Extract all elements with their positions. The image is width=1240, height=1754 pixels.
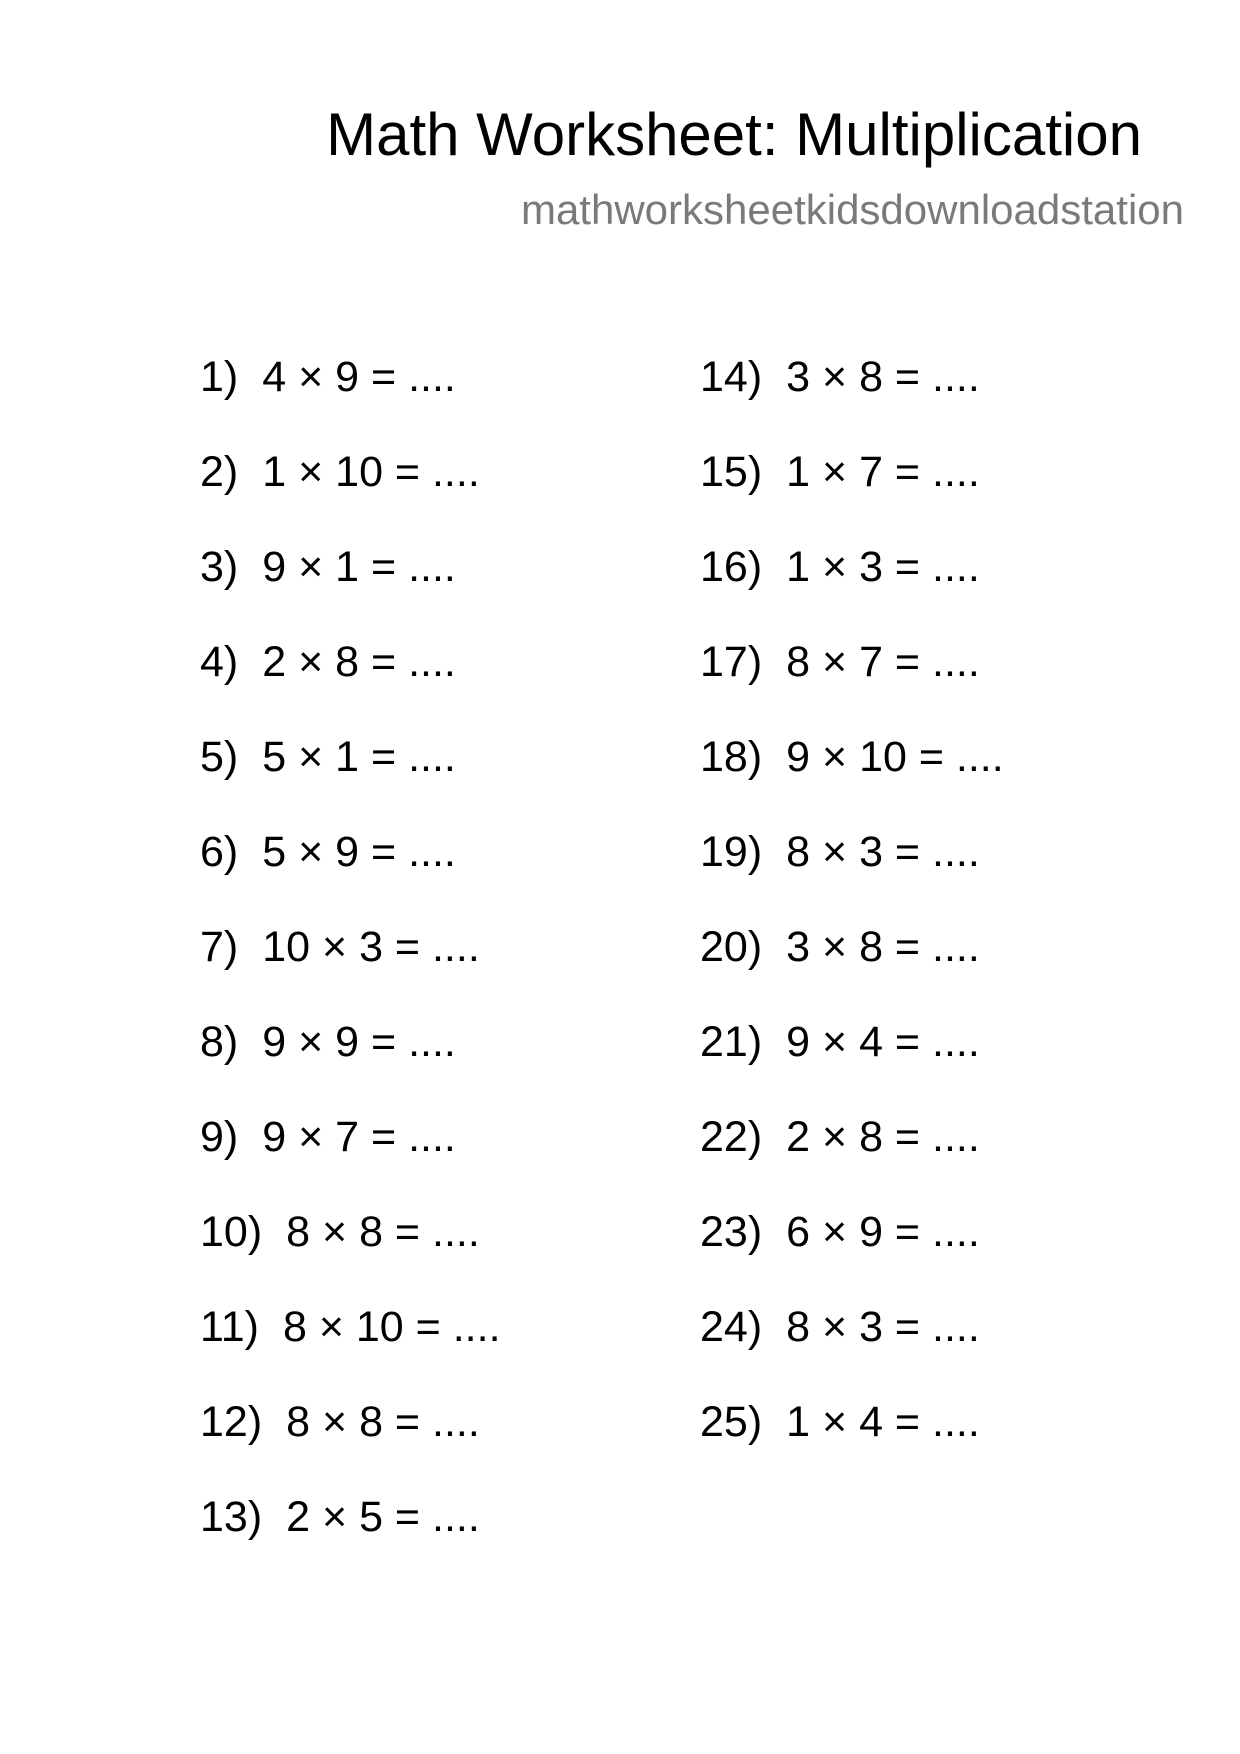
- problem-number: 5): [200, 733, 239, 781]
- problem-number: 23): [700, 1208, 763, 1256]
- problem-number: 14): [700, 353, 763, 401]
- problem-number: 3): [200, 543, 239, 591]
- problem-expression: 1 × 7 = ....: [786, 448, 980, 496]
- problem-number: 21): [700, 1018, 763, 1066]
- problem-number: 16): [700, 543, 763, 591]
- problem-item: [700, 1397, 1004, 1492]
- problem-item: [700, 1112, 1004, 1207]
- problem-item: [700, 447, 1004, 542]
- problem-expression: 8 × 8 = ....: [286, 1208, 480, 1256]
- problem-item: [700, 637, 1004, 732]
- problem-expression: 9 × 9 = ....: [262, 1018, 456, 1066]
- problem-number: 10): [200, 1208, 263, 1256]
- problem-number: 4): [200, 638, 239, 686]
- problem-number: 24): [700, 1303, 763, 1351]
- problem-item: [200, 827, 501, 922]
- problem-item: [200, 352, 501, 447]
- problem-expression: 6 × 9 = ....: [786, 1208, 980, 1256]
- problem-expression: 2 × 8 = ....: [262, 638, 456, 686]
- problem-expression: 1 × 4 = ....: [786, 1398, 980, 1446]
- problem-column-right: [700, 352, 1004, 1492]
- problem-item: [700, 352, 1004, 447]
- problem-expression: 5 × 1 = ....: [262, 733, 456, 781]
- problem-expression: 3 × 8 = ....: [786, 923, 980, 971]
- problem-expression: 1 × 10 = ....: [262, 448, 480, 496]
- problem-number: 11): [200, 1303, 259, 1351]
- problem-expression: 2 × 8 = ....: [786, 1113, 980, 1161]
- problem-expression: 8 × 3 = ....: [786, 1303, 980, 1351]
- problem-number: 8): [200, 1018, 239, 1066]
- problem-item: [200, 1492, 501, 1587]
- problem-column-left: [200, 352, 501, 1587]
- problem-item: [200, 542, 501, 637]
- problem-item: [200, 1017, 501, 1112]
- problem-item: [200, 922, 501, 1017]
- problem-item: [200, 732, 501, 827]
- problem-item: [700, 542, 1004, 637]
- problem-number: 1): [200, 353, 239, 401]
- problem-number: 19): [700, 828, 763, 876]
- problem-number: 15): [700, 448, 763, 496]
- problem-expression: 8 × 8 = ....: [286, 1398, 480, 1446]
- problem-number: 7): [200, 923, 239, 971]
- problem-expression: 2 × 5 = ....: [286, 1493, 480, 1541]
- problem-item: [200, 447, 501, 542]
- problem-item: [200, 1302, 501, 1397]
- problem-item: [200, 1112, 501, 1207]
- site-watermark: mathworksheetkidsdownloadstation: [520, 186, 1184, 233]
- problem-expression: 8 × 3 = ....: [786, 828, 980, 876]
- problem-expression: 8 × 7 = ....: [786, 638, 980, 686]
- problem-expression: 9 × 7 = ....: [262, 1113, 456, 1161]
- problem-expression: 3 × 8 = ....: [786, 353, 980, 401]
- problem-number: 18): [700, 733, 763, 781]
- problem-number: 6): [200, 828, 239, 876]
- problem-expression: 9 × 1 = ....: [262, 543, 456, 591]
- problem-expression: 5 × 9 = ....: [262, 828, 456, 876]
- problem-item: [700, 1302, 1004, 1397]
- problem-item: [700, 827, 1004, 922]
- problem-number: 9): [200, 1113, 239, 1161]
- problem-item: [200, 1207, 501, 1302]
- problem-item: [700, 1207, 1004, 1302]
- problem-expression: 9 × 4 = ....: [786, 1018, 980, 1066]
- problem-expression: 8 × 10 = ....: [282, 1303, 501, 1351]
- problem-number: 17): [700, 638, 763, 686]
- problem-item: [200, 1397, 501, 1492]
- problem-number: 2): [200, 448, 239, 496]
- problem-number: 12): [200, 1398, 263, 1446]
- problem-expression: 10 × 3 = ....: [262, 923, 480, 971]
- problem-item: [700, 922, 1004, 1017]
- problem-item: [700, 1017, 1004, 1112]
- problem-item: [700, 732, 1004, 827]
- problem-expression: 1 × 3 = ....: [786, 543, 980, 591]
- problem-number: 20): [700, 923, 763, 971]
- problem-expression: 4 × 9 = ....: [262, 353, 456, 401]
- page-title: Math Worksheet: Multiplication: [326, 101, 1142, 168]
- problem-item: [200, 637, 501, 732]
- problem-number: 25): [700, 1398, 763, 1446]
- problem-number: 22): [700, 1113, 763, 1161]
- problem-number: 13): [200, 1493, 263, 1541]
- problem-expression: 9 × 10 = ....: [786, 733, 1004, 781]
